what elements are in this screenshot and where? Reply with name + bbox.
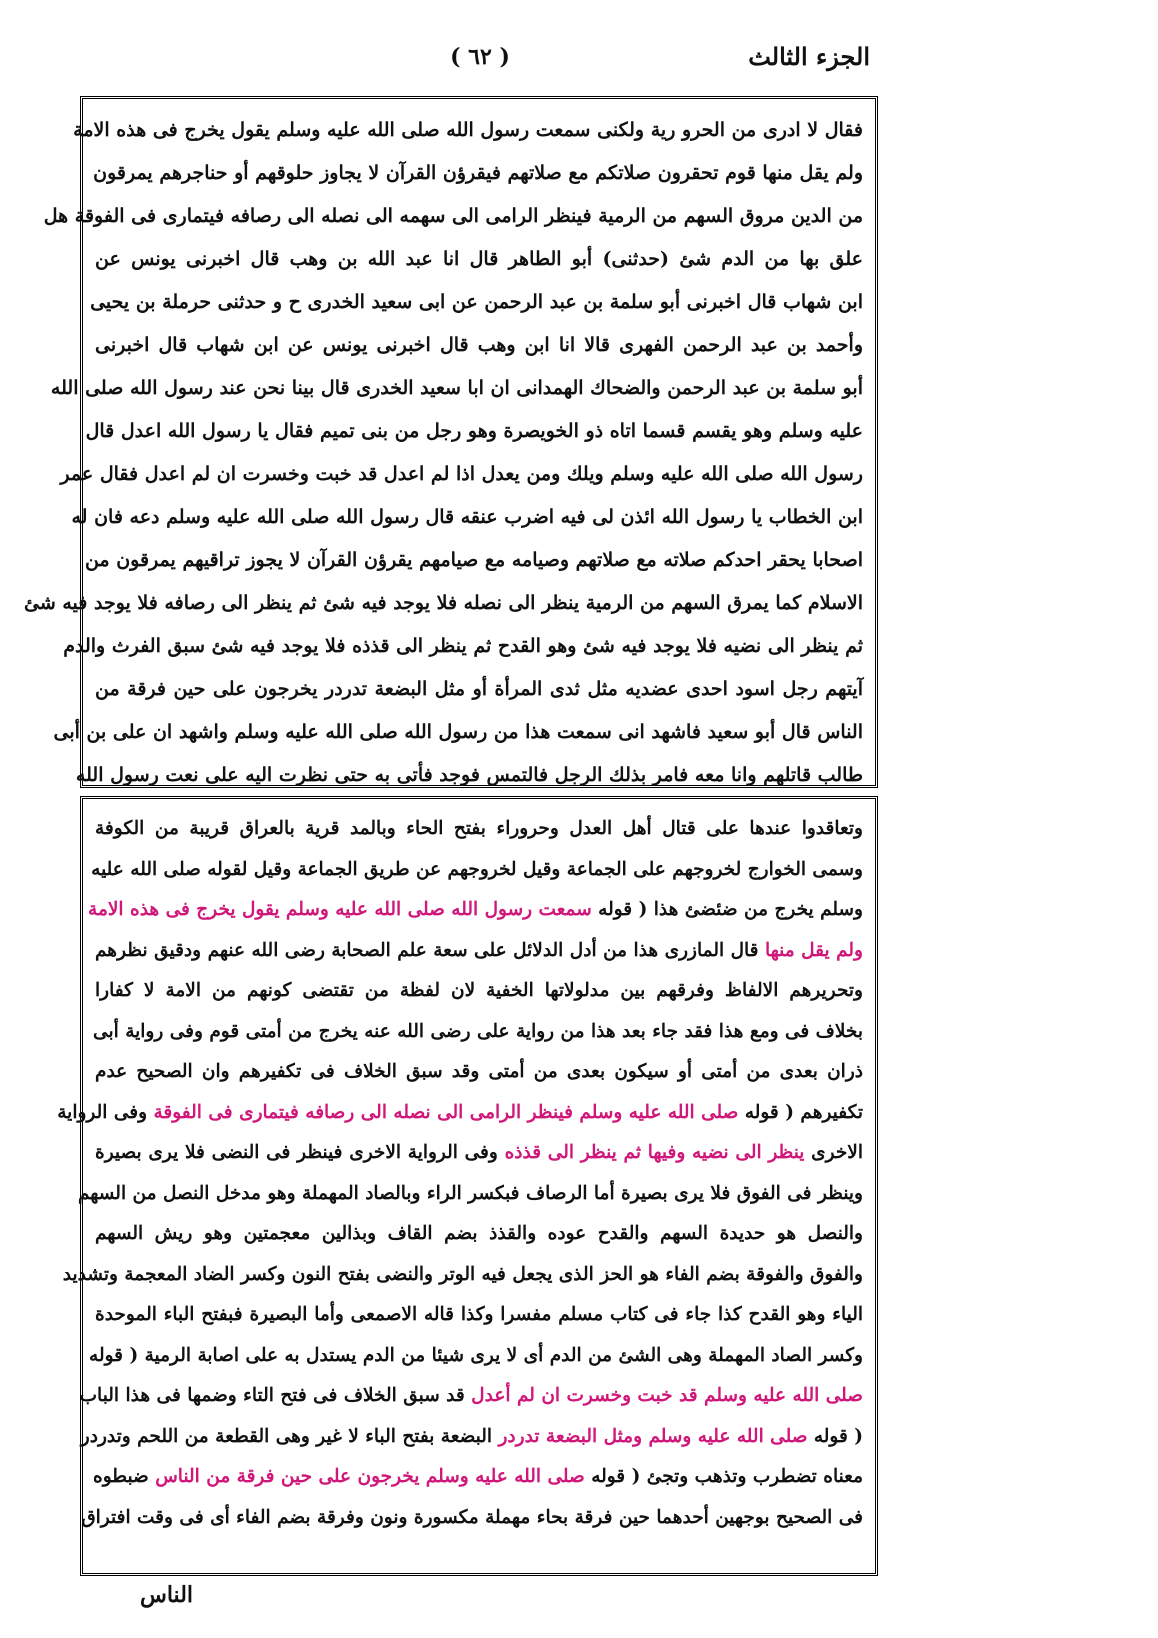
commentary-segment: وسمى الخوارج لخروجهم على الجماعة وقيل لخروجهم عن طريق الجماعة وقيل لقوله صلى الله عليه xyxy=(91,858,863,880)
sharh-line xyxy=(95,931,863,972)
matn-line: رسول الله صلى الله عليه وسلم ويلك ومن يعدل اذا لم اعدل قد خبت وخسرت ان لم اعدل فقال عمر xyxy=(60,463,863,485)
commentary-segment: ذران بعدى من أمتى أو سيكون بعدى من أمتى وقد سبق الخلاف فى تكفيرهم وان الصحيح عدم xyxy=(95,1061,863,1082)
sharh-line xyxy=(95,809,863,850)
commentary-segment: والنصل هو حديدة السهم والقدح عوده والقذذ بضم القاف وبذالين معجمتين وهو ريش السهم xyxy=(95,1223,863,1244)
commentary-segment: وينظر فى الفوق فلا يرى بصيرة أما الرصاف فبكسر الراء وبالصاد المهملة وهو مدخل النصل من السهم xyxy=(77,1182,863,1204)
sharh-line xyxy=(95,1133,863,1174)
commentary-segment: ( قوله xyxy=(807,1425,863,1447)
sharh-line xyxy=(95,1457,863,1498)
sharh-lines xyxy=(57,809,863,1538)
commentary-segment: وفى الرواية الاخرى فينظر فى النضى فلا يرى بصيرة xyxy=(95,1142,505,1163)
commentary-segment: وتعاقدوا عندها على قتال أهل العدل وحروراء بفتح الحاء وبالمد قرية بالعراق قريبة من الكوفة xyxy=(95,818,863,839)
sharh-line xyxy=(62,1255,863,1296)
sharh-line xyxy=(95,1214,863,1255)
commentary-segment: وسلم يخرج من ضئضئ هذا ( قوله xyxy=(591,899,863,920)
commentary-segment: والفوق والفوقة بضم الفاء هو الحز الذى يجعل فيه الوتر والنضى بفتح النون وكسر الضاد المعجمة وتشديد xyxy=(62,1263,863,1285)
commentary-segment: ضبطوه xyxy=(93,1466,156,1487)
sharh-line xyxy=(91,850,863,891)
matn-line: طالب قاتلهم وانا معه فامر بذلك الرجل فالتمس فوجد فأتى به حتى نظرت اليه على نعت رسول الله xyxy=(75,764,863,786)
matn-lines xyxy=(24,109,863,797)
sharh-line xyxy=(57,1093,863,1134)
sharh-line xyxy=(95,1012,863,1053)
page-header xyxy=(90,42,870,82)
commentary-segment: البضعة بفتح الباء لا غير وهى القطعة من اللحم وتدردر xyxy=(80,1425,499,1447)
quoted-hadith-segment: سمعت رسول الله صلى الله عليه وسلم يقول يخرج فى هذه الامة xyxy=(88,899,592,920)
quoted-hadith-segment: صلى الله عليه وسلم يخرجون على حين فرقة من الناس xyxy=(155,1466,585,1487)
matn-line: ثم ينظر الى نضيه فلا يوجد فيه شئ وهو القدح ثم ينظر الى قذذه فلا يوجد فيه شئ سبق الفرث والدم xyxy=(63,635,863,657)
commentary-segment: تكفيرهم ( قوله xyxy=(738,1101,863,1123)
commentary-segment: الياء وهو القدح كذا جاء فى كتاب مسلم مفسرا وكذا قاله الاصمعى وأما البصيرة فبفتح الباء الموحدة xyxy=(95,1304,863,1325)
matn-line: أبو سلمة بن عبد الرحمن والضحاك الهمدانى ان ابا سعيد الخدرى قال بينا نحن عند رسول الله صلى الله xyxy=(50,377,863,399)
matn-line: علق بها من الدم شئ (حدثنى) أبو الطاهر قال انا عبد الله بن وهب قال اخبرنى يونس عن xyxy=(95,248,863,270)
matn-line: آيتهم رجل اسود احدى عضديه مثل ثدى المرأة أو مثل البضعة تدردر يخرجون على حين فرقة من xyxy=(95,678,863,700)
matn-line: ولم يقل منها قوم تحقرون صلاتكم مع صلاتهم فيقرؤن القرآن لا يجاوز حلوقهم أو حناجرهم يمرقون xyxy=(93,162,863,184)
matn-line: من الدين مروق السهم من الرمية فينظر الرامى الى سهمه الى نصله الى رصافه فيتمارى فى الفوقة هل xyxy=(43,205,863,227)
page-number: ( ٦٢ ) xyxy=(450,44,510,70)
quoted-hadith-segment: ولم يقل منها xyxy=(764,939,863,961)
commentary-text-box xyxy=(57,796,878,1576)
commentary-segment: بخلاف فى ومع هذا فقد جاء بعد هذا من رواية على رضى الله عنه يخرج من أمتى قوم وفى رواية أبى xyxy=(93,1020,863,1042)
commentary-segment: قال المازرى هذا من أدل الدلائل على سعة علم الصحابة رضى الله عنهم ودقيق نظرهم xyxy=(95,939,765,961)
sharh-line xyxy=(88,890,863,931)
sharh-line xyxy=(77,1174,863,1215)
matn-line: فقال لا ادرى من الحرو رية ولكنى سمعت رسول الله صلى الله عليه وسلم يقول يخرج فى هذه الامة xyxy=(73,119,863,141)
matn-line: اصحابا يحقر احدكم صلاته مع صلاتهم وصيامه مع صيامهم يقرؤن القرآن لا يجوز تراقيهم يمرقون من xyxy=(84,549,863,571)
sharh-line xyxy=(80,1417,863,1458)
matn-line: الناس قال أبو سعيد فاشهد انى سمعت هذا من رسول الله صلى الله عليه وسلم واشهد ان على بن أبى xyxy=(53,721,863,743)
catchword: الناس xyxy=(140,1582,194,1608)
sharh-line xyxy=(79,1376,863,1417)
commentary-segment: فى الصحيح بوجهين أحدهما حين فرقة بحاء مهملة مكسورة ونون وفرقة بضم الفاء أى فى وقت افتراق xyxy=(81,1506,863,1528)
commentary-segment: وتحريرهم الالفاظ وفرقهم بين مدلولاتها الخفية لان لفظة من تقتضى كونهم من الامة لا كفارا xyxy=(95,980,863,1001)
hadith-text-box xyxy=(24,96,878,788)
quoted-hadith-segment: صلى الله عليه وسلم قد خبت وخسرت ان لم أعدل xyxy=(471,1385,863,1406)
sharh-line xyxy=(95,971,863,1012)
matn-line: ابن الخطاب يا رسول الله ائذن لى فيه اضرب عنقه قال رسول الله صلى الله عليه وسلم دعه فان له xyxy=(71,506,863,528)
volume-title: الجزء الثالث xyxy=(748,42,870,71)
quoted-hadith-segment: ينظر الى نضيه وفيها ثم ينظر الى قذذه xyxy=(504,1142,805,1163)
sharh-line xyxy=(89,1336,863,1377)
sharh-line xyxy=(95,1295,863,1336)
quoted-hadith-segment: صلى الله عليه وسلم فينظر الرامى الى نصله الى رصافه فيتمارى فى الفوقة xyxy=(153,1101,739,1123)
quoted-hadith-segment: صلى الله عليه وسلم ومثل البضعة تدردر xyxy=(498,1425,808,1447)
commentary-segment: الاخرى xyxy=(804,1142,863,1163)
matn-line: عليه وسلم وهو يقسم قسما اتاه ذو الخويصرة وهو رجل من بنى تميم فقال يا رسول الله اعدل قال xyxy=(85,420,863,442)
commentary-segment: قد سبق الخلاف فى فتح التاء وضمها فى هذا الباب xyxy=(79,1385,472,1406)
matn-line: ابن شهاب قال اخبرنى أبو سلمة بن عبد الرحمن عن ابى سعيد الخدرى ح و حدثنى حرملة بن يحيى xyxy=(90,291,863,313)
commentary-segment: معناه تضطرب وتذهب وتجئ ( قوله xyxy=(584,1466,863,1487)
sharh-line xyxy=(95,1052,863,1093)
commentary-segment: وكسر الصاد المهملة وهى الشئ من الدم أى لا يرى شيئا من الدم يستدل به على اصابة الرمية ( قوله xyxy=(89,1344,863,1366)
matn-line: الاسلام كما يمرق السهم من الرمية ينظر الى نصله فلا يوجد فيه شئ ثم ينظر الى رصافه فلا يوجد فيه شئ xyxy=(24,592,863,614)
sharh-line xyxy=(81,1498,863,1539)
commentary-segment: وفى الرواية xyxy=(57,1101,154,1123)
matn-line: وأحمد بن عبد الرحمن الفهرى قالا انا ابن وهب قال اخبرنى يونس عن ابن شهاب قال اخبرنى xyxy=(95,334,863,356)
